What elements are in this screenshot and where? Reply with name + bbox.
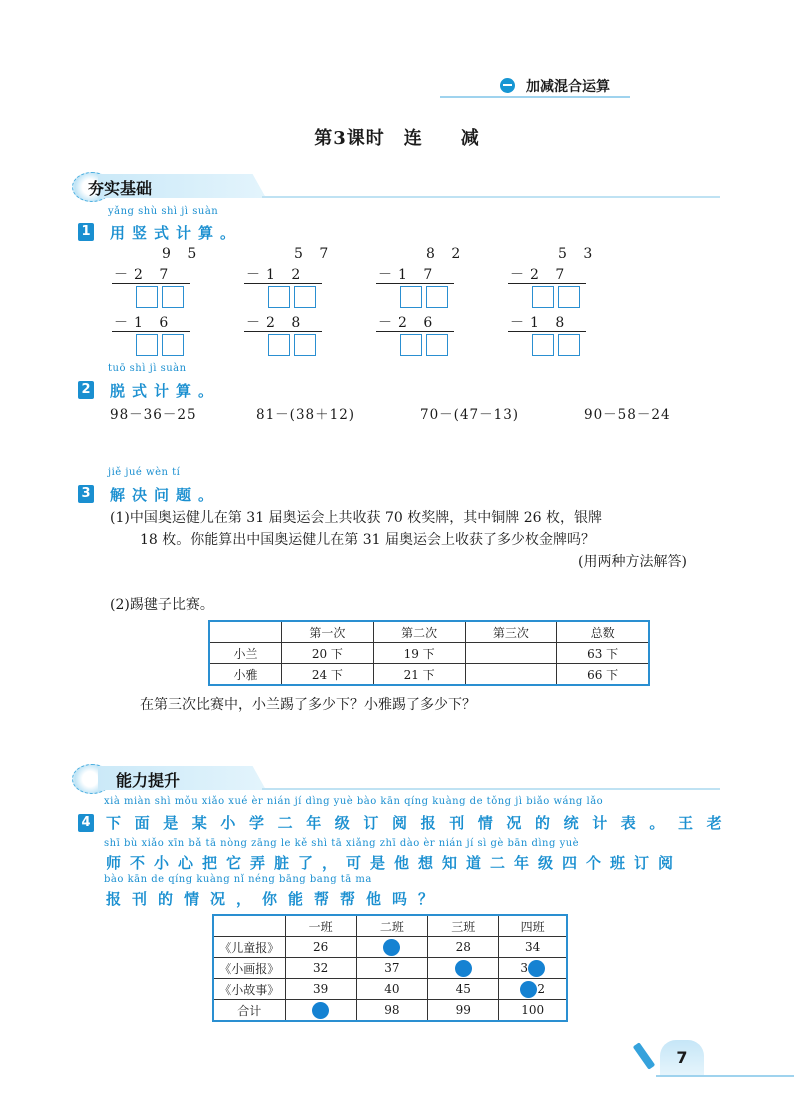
table-cell (285, 1000, 356, 1022)
table-cell (428, 1000, 499, 1022)
cell-text: 28 (455, 940, 471, 954)
table-cell (557, 664, 649, 686)
cell-text: 第一次 (309, 625, 346, 640)
cell-text: 2 (537, 981, 545, 996)
cell-text: 26 (313, 940, 329, 954)
q2-expr-1: 98－36－25 (110, 407, 197, 423)
table-cell (213, 937, 285, 958)
q4-line-2: 师不小心把它弄脏了，可是他想知道二年级四个班订阅 (106, 854, 683, 872)
q3-pinyin: jiě jué wèn tí (108, 467, 181, 478)
cell-text: 21 下 (403, 667, 435, 682)
table-cell (209, 643, 282, 664)
q4-line-3: 报刊的情况，你能帮帮他吗？ (106, 890, 445, 908)
table-header-cell (213, 915, 285, 937)
q1-pinyin: yǎng shù shì jì suàn (108, 206, 219, 217)
cell-text: 第三次 (492, 625, 529, 640)
q4-pinyin-3: bào kān de qíng kuàng nǐ néng bāng bang tā ma (104, 874, 372, 885)
shuttlecock-table (208, 620, 650, 686)
table-cell (373, 664, 465, 686)
q3-problem2-label: (2)踢毽子比赛。 (110, 597, 214, 613)
answer-box[interactable] (558, 334, 580, 356)
cell-text: 小雅 (233, 667, 258, 682)
calc-line (508, 331, 586, 332)
table-cell (213, 979, 285, 1000)
cell-text: 总数 (590, 625, 615, 640)
answer-box[interactable] (136, 334, 158, 356)
lesson-title: 第3课时 连 减 (314, 128, 480, 149)
calc-subtrahend-1: －2 7 (510, 267, 571, 283)
cell-text: 66 下 (587, 667, 619, 682)
table-cell (209, 664, 282, 686)
cell-text: 3 (520, 960, 528, 975)
answer-box[interactable] (268, 334, 290, 356)
cell-text: 19 下 (403, 646, 435, 661)
calc-line (244, 331, 322, 332)
footer-divider (656, 1075, 794, 1077)
calc-subtrahend-2: －1 6 (114, 315, 175, 331)
ink-stain (520, 981, 537, 998)
table-cell (282, 643, 374, 664)
cell-text: 《小故事》 (219, 982, 280, 997)
table-cell (428, 958, 499, 979)
table-cell (213, 1000, 285, 1022)
table-header-cell (209, 621, 282, 643)
answer-box[interactable] (532, 334, 554, 356)
table-cell (285, 958, 356, 979)
cell-text: 32 (313, 961, 329, 975)
answer-box[interactable] (162, 334, 184, 356)
table-cell (465, 643, 557, 664)
cell-text: 99 (455, 1003, 471, 1017)
table-header-cell (465, 621, 557, 643)
section-banner-basic (72, 172, 720, 202)
cell-text: 小兰 (233, 646, 258, 661)
calc-line (244, 283, 322, 284)
q2-expr-3: 70－(47－13) (420, 407, 520, 423)
table-cell (499, 937, 567, 958)
cell-text: 39 (313, 982, 329, 996)
table-cell (285, 979, 356, 1000)
q3-instruction: 解决问题。 (110, 486, 221, 504)
section-title-advanced: 能力提升 (116, 771, 181, 790)
calc-minuend: 9 5 (162, 246, 203, 262)
answer-box[interactable] (400, 286, 422, 308)
answer-box[interactable] (294, 334, 316, 356)
table-cell (373, 643, 465, 664)
cell-text: 20 下 (311, 646, 343, 661)
table-header-cell (428, 915, 499, 937)
calc-subtrahend-1: －1 7 (378, 267, 439, 283)
cell-text: 第二次 (401, 625, 438, 640)
chapter-icon (500, 78, 515, 93)
answer-box[interactable] (532, 286, 554, 308)
q2-expr-2: 81－(38＋12) (256, 407, 356, 423)
q3-problem1-line1: (1)中国奥运健儿在第 31 届奥运会上共收获 70 枚奖牌，其中铜牌 26 枚，银牌 (110, 510, 602, 526)
table-header-cell (373, 621, 465, 643)
q4-line-1: 下面是某小学二年级订阅报刊情况的统计表。王老 (106, 814, 736, 832)
table-cell (356, 937, 427, 958)
table-cell (499, 958, 567, 979)
table-cell (499, 1000, 567, 1022)
page-number: 7 (660, 1040, 704, 1076)
q2-pinyin: tuō shì jì suàn (108, 363, 187, 374)
q2-number: 2 (78, 381, 94, 399)
header-divider (440, 96, 630, 98)
cell-text: 《小画报》 (219, 961, 280, 976)
ink-stain (312, 1002, 329, 1019)
answer-box[interactable] (162, 286, 184, 308)
calc-subtrahend-2: －1 8 (510, 315, 571, 331)
q1-number: 1 (78, 223, 94, 241)
cell-text: 一班 (308, 919, 333, 934)
calc-line (508, 283, 586, 284)
shuttlecock-table-wrap (208, 620, 650, 686)
cell-text: 二班 (379, 919, 404, 934)
table-header-cell (356, 915, 427, 937)
calc-line (376, 283, 454, 284)
table-row (213, 937, 567, 958)
table-header-cell (557, 621, 649, 643)
table-row (213, 1000, 567, 1022)
table-row (213, 979, 567, 1000)
table-header-cell (499, 915, 567, 937)
newspaper-table-wrap (212, 914, 568, 1022)
answer-box[interactable] (426, 334, 448, 356)
calc-line (112, 331, 190, 332)
table-row (209, 664, 649, 686)
newspaper-table (212, 914, 568, 1022)
cell-text: 100 (521, 1003, 545, 1017)
cell-text: 三班 (451, 919, 476, 934)
q4-pinyin-2: shī bù xiǎo xīn bǎ tā nòng zāng le kě shì tā xiǎng zhī dào èr nián jí sì gè bān dìng yuè (104, 838, 580, 849)
calc-subtrahend-2: －2 6 (378, 315, 439, 331)
q3-number: 3 (78, 485, 94, 503)
table-cell (356, 958, 427, 979)
calc-subtrahend-2: －2 8 (246, 315, 307, 331)
q3-problem1-note: (用两种方法解答) (578, 554, 687, 570)
table-cell (213, 958, 285, 979)
cell-text: 《儿童报》 (219, 940, 280, 955)
q4-pinyin-1: xià miàn shì mǒu xiǎo xué èr nián jí dìng yuè bào kān qíng kuàng de tǒng jì biǎo wáng lǎo (104, 796, 604, 807)
table-cell (499, 979, 567, 1000)
calc-minuend: 8 2 (426, 246, 467, 262)
calc-line (112, 283, 190, 284)
table-cell (282, 664, 374, 686)
table-row (209, 643, 649, 664)
cell-text: 98 (384, 1003, 400, 1017)
ink-stain (455, 960, 472, 977)
answer-box[interactable] (400, 334, 422, 356)
table-cell (285, 937, 356, 958)
table-cell (428, 937, 499, 958)
calc-subtrahend-1: －1 2 (246, 267, 307, 283)
table-header-cell (285, 915, 356, 937)
table-header-row (209, 621, 649, 643)
cell-text: 四班 (520, 919, 545, 934)
cell-text: 24 下 (311, 667, 343, 682)
cell-text: 合计 (237, 1003, 262, 1018)
ink-stain (528, 960, 545, 977)
table-cell (465, 664, 557, 686)
pencil-icon (633, 1042, 656, 1070)
section-banner-advanced (72, 764, 720, 794)
q1-instruction: 用竖式计算。 (110, 224, 243, 242)
calc-minuend: 5 7 (294, 246, 335, 262)
table-cell (356, 979, 427, 1000)
cell-text: 40 (384, 982, 400, 996)
table-header-cell (282, 621, 374, 643)
q2-expr-4: 90－58－24 (584, 407, 671, 423)
cell-text: 63 下 (587, 646, 619, 661)
table-row (213, 958, 567, 979)
calc-line (376, 331, 454, 332)
table-cell (557, 643, 649, 664)
table-cell (356, 1000, 427, 1022)
answer-box[interactable] (268, 286, 290, 308)
cell-text: 45 (455, 982, 471, 996)
answer-box[interactable] (558, 286, 580, 308)
chapter-title: 加减混合运算 (526, 79, 610, 95)
section-title-basic: 夯实基础 (88, 179, 153, 198)
answer-box[interactable] (426, 286, 448, 308)
calc-subtrahend-1: －2 7 (114, 267, 175, 283)
q3-problem1-line2: 18 枚。你能算出中国奥运健儿在第 31 届奥运会上收获了多少枚金牌吗？ (140, 532, 595, 548)
table-cell (428, 979, 499, 1000)
answer-box[interactable] (136, 286, 158, 308)
answer-box[interactable] (294, 286, 316, 308)
cell-text: 37 (384, 961, 400, 975)
cell-text: 34 (525, 940, 541, 954)
q4-number: 4 (78, 814, 94, 832)
table-header-row (213, 915, 567, 937)
ink-stain (383, 939, 400, 956)
calc-minuend: 5 3 (558, 246, 599, 262)
q3-problem2-question: 在第三次比赛中，小兰踢了多少下？小雅踢了多少下？ (140, 697, 476, 713)
q2-instruction: 脱式计算。 (110, 382, 221, 400)
